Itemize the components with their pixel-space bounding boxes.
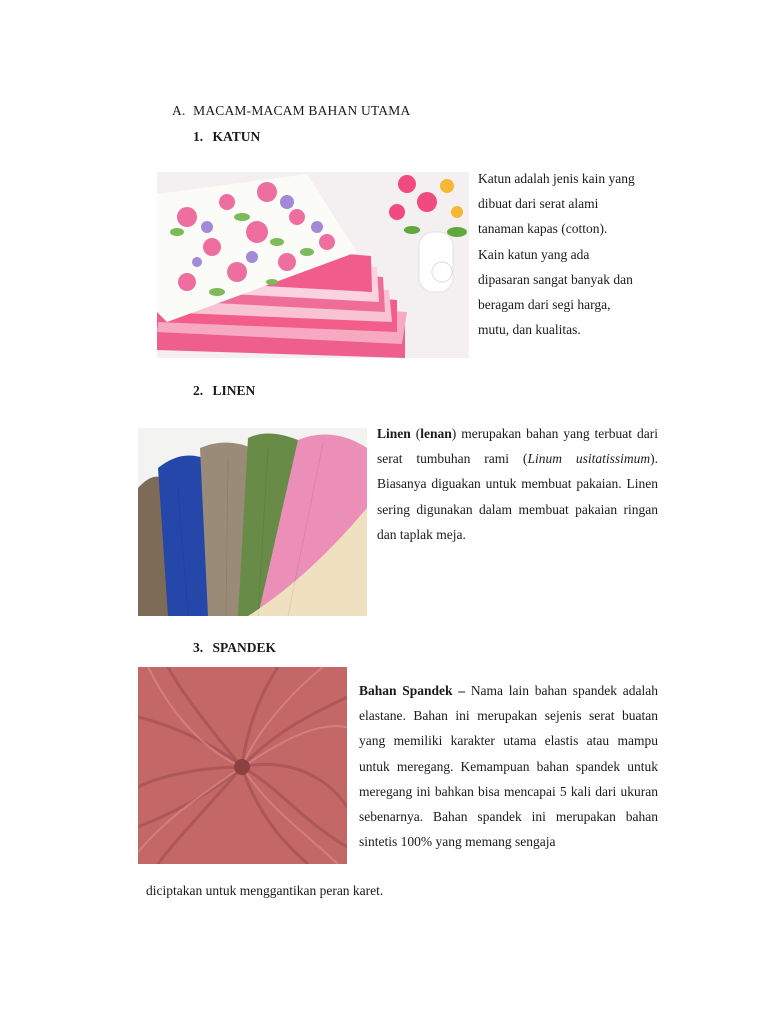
item-title: KATUN bbox=[212, 129, 261, 144]
katun-line: dipasaran sangat banyak dan bbox=[478, 271, 633, 287]
item-number: 2. bbox=[193, 383, 204, 398]
spandek-description bbox=[359, 678, 658, 854]
katun-line: beragam dari segi harga, bbox=[478, 297, 611, 313]
section-title: MACAM-MACAM BAHAN UTAMA bbox=[193, 103, 411, 118]
item-title: SPANDEK bbox=[212, 640, 277, 655]
cotton-fabric-image bbox=[157, 172, 469, 358]
spandek-last-line: diciptakan untuk menggantikan peran karet. bbox=[146, 883, 384, 898]
katun-line: tanaman kapas (cotton). bbox=[478, 221, 608, 237]
section-heading bbox=[172, 103, 410, 119]
spandek-term: Bahan Spandek – bbox=[359, 683, 466, 698]
item-number: 1. bbox=[193, 129, 204, 144]
item-heading-linen bbox=[193, 383, 255, 399]
linen-description bbox=[377, 421, 658, 547]
katun-line: dibuat dari serat alami bbox=[478, 196, 599, 212]
linen-latin-name: Linum usitatissimum bbox=[527, 451, 651, 467]
katun-line: mutu, dan kualitas. bbox=[478, 322, 581, 338]
linen-text-2: ). Biasanya diguakan untuk membuat pakaian. Linen sering digunakan dalam membuat pakaian ringan dan taplak meja. bbox=[377, 451, 658, 542]
katun-description bbox=[478, 166, 678, 342]
item-number: 3. bbox=[193, 640, 204, 655]
linen-fabric-image bbox=[138, 428, 367, 616]
katun-line: Katun adalah jenis kain yang bbox=[478, 171, 635, 186]
linen-paren-open: ( bbox=[410, 426, 421, 441]
spandek-text: Nama lain bahan spandek adalah elastane. Bahan ini merupakan sejenis serat buatan yang memiliki karakter utama elastis atau mampu untuk meregang. Kemampuan bahan spandek untuk meregang ini bahkan bisa mencapai 5 kali dari ukuran sebenarnya. Bahan spandek ini merupakan bahan sintetis 100% yang memang sengaja bbox=[359, 683, 658, 850]
item-heading-katun bbox=[193, 129, 260, 145]
spandex-fabric-image bbox=[138, 667, 347, 864]
item-title: LINEN bbox=[212, 383, 256, 398]
item-heading-spandek bbox=[193, 640, 276, 656]
section-letter: A. bbox=[172, 103, 186, 118]
linen-term: Linen bbox=[377, 426, 411, 441]
katun-line: Kain katun yang ada bbox=[478, 246, 590, 262]
linen-text-1: ) merupakan bahan yang terbuat dari serat tumbuhan rami ( bbox=[377, 426, 658, 467]
linen-term-alt: lenan bbox=[420, 426, 452, 441]
